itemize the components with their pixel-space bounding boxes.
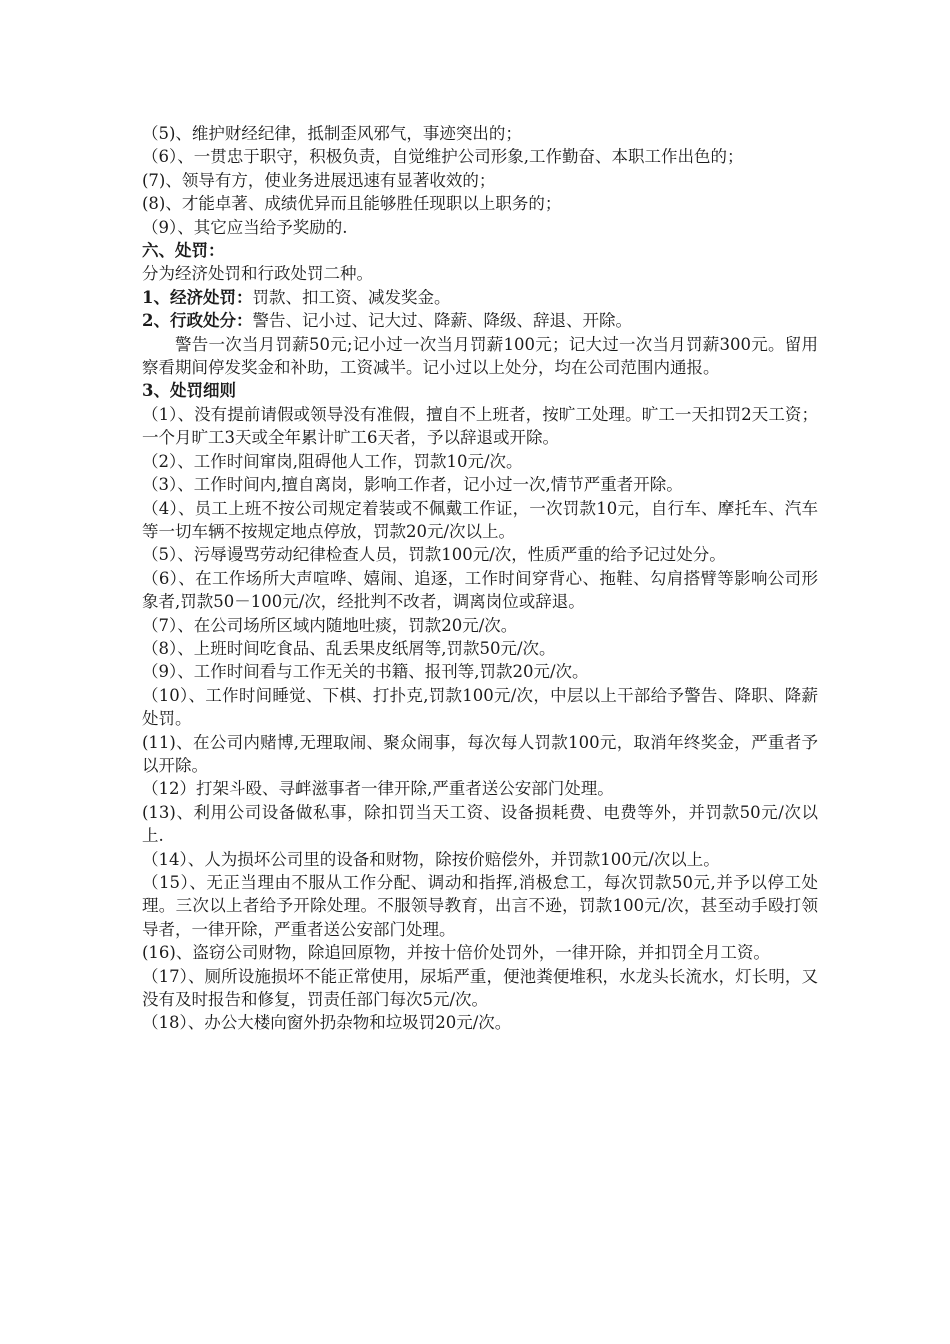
rule-item-6: （6）、在工作场所大声喧哗、嬉闹、追逐，工作时间穿背心、拖鞋、勾肩搭臂等影响公司形象者,罚款50－100元/次，经批判不改者，调离岗位或辞退。	[142, 568, 818, 612]
rule-item-3: （3）、工作时间内,擅自离岗，影响工作者，记小过一次,情节严重者开除。	[142, 475, 683, 495]
administrative-punishment	[142, 309, 818, 332]
administrative-punishment-text: 警告、记小过、记大过、降薪、降级、辞退、开除。	[252, 311, 632, 331]
reward-item-6: （6）、一贯忠于职守，积极负责，自觉维护公司形象,工作勤奋、本职工作出色的；	[142, 147, 744, 167]
reward-item-8: (8)、才能卓著、成绩优异而且能够胜任现职以上职务的；	[142, 194, 562, 214]
rule-item-11: (11)、在公司内赌博,无理取闹、聚众闹事，每次每人罚款100元，取消年终奖金，严重者予以开除。	[142, 732, 818, 775]
rule-item-10: （10）、工作时间睡觉、下棋、打扑克,罚款100元/次，中层以上干部给予警告、降职、降薪处罚。	[142, 685, 818, 729]
punishment-intro: 分为经济处罚和行政处罚二种。	[142, 264, 373, 284]
rule-item-4: （4）、员工上班不按公司规定着装或不佩戴工作证，一次罚款10元，自行车、摩托车、汽车等一切车辆不按规定地点停放，罚款20元/次以上。	[142, 498, 818, 541]
rule-item-1: （1）、没有提前请假或领导没有准假，擅自不上班者，按旷工处理。旷工一天扣罚2天工资；一个月旷工3天或全年累计旷工6天者，予以辞退或开除。	[142, 404, 818, 448]
rule-item-13: (13)、利用公司设备做私事，除扣罚当天工资、设备损耗费、电费等外，并罚款50元/次以上.	[142, 802, 818, 846]
administrative-punishment-label: 2、行政处分：	[142, 311, 253, 331]
rule-item-5: （5）、污辱谩骂劳动纪律检查人员，罚款100元/次，性质严重的给予记过处分。	[142, 545, 726, 565]
economic-punishment-label: 1、经济处罚：	[142, 287, 253, 307]
rule-item-17: （17）、厕所设施损坏不能正常使用，尿垢严重，便池粪便堆积，水龙头长流水，灯长明，又没有及时报告和修复，罚责任部门每次5元/次。	[142, 966, 818, 1010]
rule-item-16: (16)、盗窃公司财物，除追回原物，并按十倍价处罚外，一律开除，并扣罚全月工资。	[142, 943, 770, 963]
reward-item-9: （9）、其它应当给予奖励的.	[142, 217, 348, 237]
rule-item-15: （15）、无正当理由不服从工作分配、调动和指挥,消极怠工，每次罚款50元,并予以停工处理。三次以上者给予开除处理。不服领导教育，出言不逊，罚款100元/次，甚至动手殴打领导者，一律开除，严重者送公安部门处理。	[142, 873, 818, 939]
reward-item-5: （5)、维护财经纪律，抵制歪风邪气，事迹突出的；	[142, 124, 522, 143]
rules-title: 3、处罚细则	[142, 381, 236, 401]
economic-punishment-text: 罚款、扣工资、减发奖金。	[252, 287, 451, 307]
rule-item-12: （12）打架斗殴、寻衅滋事者一律开除,严重者送公安部门处理。	[142, 779, 614, 799]
rule-item-2: （2）、工作时间窜岗,阻碍他人工作，罚款10元/次。	[142, 451, 523, 471]
administrative-punishment-detail: 警告一次当月罚薪50元;记小过一次当月罚薪100元；记大过一次当月罚薪300元。留用察看期间停发奖金和补助，工资减半。记小过以上处分，均在公司范围内通报。	[142, 334, 818, 378]
rule-item-8: （8）、上班时间吃食品、乱丢果皮纸屑等,罚款50元/次。	[142, 638, 556, 658]
rule-item-18: （18）、办公大楼向窗外扔杂物和垃圾罚20元/次。	[142, 1013, 512, 1033]
rule-item-9: （9）、工作时间看与工作无关的书籍、报刊等,罚款20元/次。	[142, 662, 589, 682]
document-page	[142, 122, 818, 1035]
section-title-punishment: 六、处罚：	[142, 241, 225, 261]
rule-item-14: （14）、人为损坏公司里的设备和财物，除按价赔偿外，并罚款100元/次以上。	[142, 849, 720, 869]
rule-item-7: （7）、在公司场所区域内随地吐痰，罚款20元/次。	[142, 615, 518, 635]
reward-item-7: (7)、领导有方，使业务进展迅速有显著收效的；	[142, 170, 496, 190]
economic-punishment	[142, 286, 818, 309]
